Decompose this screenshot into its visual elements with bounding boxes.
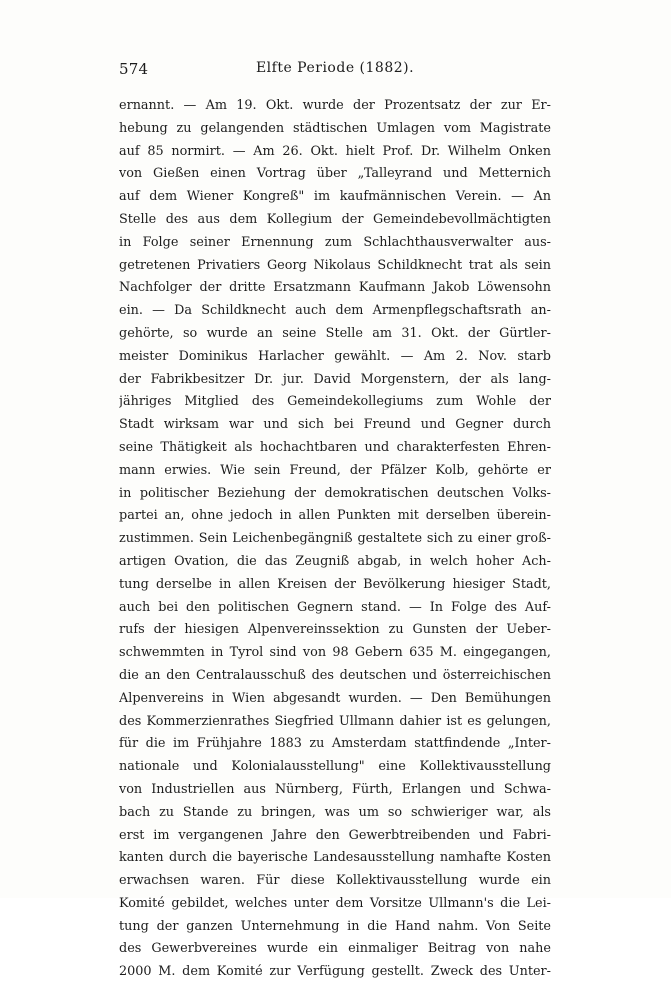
text-line: tung der ganzen Unternehmung in die Hand nahm. Von Seite	[119, 918, 551, 934]
text-line: der Fabrikbesitzer Dr. jur. David Morgenstern, der als lang-	[119, 371, 551, 387]
text-line: Komité gebildet, welches unter dem Vorsitze Ullmann's die Lei-	[119, 895, 551, 911]
text-line: in Folge seiner Ernennung zum Schlachthausverwalter aus-	[119, 234, 551, 250]
text-line: auf 85 normirt. — Am 26. Okt. hielt Prof. Dr. Wilhelm Onken	[119, 143, 551, 159]
text-line: Stelle des aus dem Kollegium der Gemeindebevollmächtigten	[119, 211, 551, 227]
text-line: Nachfolger der dritte Ersatzmann Kaufmann Jakob Löwensohn	[119, 280, 551, 296]
text-line: 2000 M. dem Komité zur Verfügung gestellt. Zweck des Unter-	[119, 964, 551, 980]
text-line: hebung zu gelangenden städtischen Umlagen vom Magistrate	[119, 120, 551, 136]
text-line: artigen Ovation, die das Zeugniß abgab, in welch hoher Ach-	[119, 553, 551, 569]
text-line: mann erwies. Wie sein Freund, der Pfälzer Kolb, gehörte er	[119, 462, 551, 478]
text-line: von Gießen einen Vortrag über „Talleyrand und Metternich	[119, 166, 551, 182]
text-line: von Industriellen aus Nürnberg, Fürth, Erlangen und Schwa-	[119, 781, 551, 797]
text-line: jähriges Mitglied des Gemeindekollegiums zum Wohle der	[119, 394, 551, 410]
text-line: in politischer Beziehung der demokratischen deutschen Volks-	[119, 485, 551, 501]
text-line: schwemmten in Tyrol sind von 98 Gebern 635 M. eingegangen,	[119, 645, 551, 661]
text-line: zustimmen. Sein Leichenbegängniß gestaltete sich zu einer groß-	[119, 531, 551, 547]
text-line: erst im vergangenen Jahre den Gewerbtreibenden und Fabri-	[119, 827, 551, 843]
text-line: getretenen Privatiers Georg Nikolaus Schildknecht trat als sein	[119, 257, 551, 273]
running-title: Elfte Periode (1882).	[255, 60, 415, 76]
text-line: ein. — Da Schildknecht auch dem Armenpflegschaftsrath an-	[119, 303, 551, 319]
text-line: meister Dominikus Harlacher gewählt. — Am 2. Nov. starb	[119, 348, 551, 364]
text-line: Stadt wirksam war und sich bei Freund und Gegner durch	[119, 417, 551, 433]
text-line: rufs der hiesigen Alpenvereinssektion zu Gunsten der Ueber-	[119, 622, 551, 638]
text-line: kanten durch die bayerische Landesausstellung namhafte Kosten	[119, 850, 551, 866]
text-line: gehörte, so wurde an seine Stelle am 31. Okt. der Gürtler-	[119, 325, 551, 341]
text-line: auf dem Wiener Kongreß" im kaufmännischen Verein. — An	[119, 189, 551, 205]
text-line: bach zu Stande zu bringen, was um so schwieriger war, als	[119, 804, 551, 820]
text-line: für die im Frühjahre 1883 zu Amsterdam stattfindende „Inter-	[119, 736, 551, 752]
text-line: nationale und Kolonialausstellung" eine Kollektivausstellung	[119, 759, 551, 775]
text-line: seine Thätigkeit als hochachtbaren und charakterfesten Ehren-	[119, 439, 551, 455]
text-line: Alpenvereins in Wien abgesandt wurden. — Den Bemühungen	[119, 690, 551, 706]
text-line: erwachsen waren. Für diese Kollektivausstellung wurde ein	[119, 873, 551, 889]
text-line: auch bei den politischen Gegnern stand. — In Folge des Auf-	[119, 599, 551, 615]
text-line: die an den Centralausschuß des deutschen und österreichischen	[119, 667, 551, 683]
text-line: des Gewerbvereines wurde ein einmaliger Beitrag von nahe	[119, 941, 551, 957]
text-line: partei an, ohne jedoch in allen Punkten mit derselben überein-	[119, 508, 551, 524]
page-number: 574	[119, 60, 149, 78]
text-line: tung derselbe in allen Kreisen der Bevölkerung hiesiger Stadt,	[119, 576, 551, 592]
text-line: des Kommerzienrathes Siegfried Ullmann dahier ist es gelungen,	[119, 713, 551, 729]
body-text	[119, 95, 551, 984]
text-line: ernannt. — Am 19. Okt. wurde der Prozentsatz der zur Er-	[119, 98, 551, 113]
running-head	[119, 60, 551, 80]
